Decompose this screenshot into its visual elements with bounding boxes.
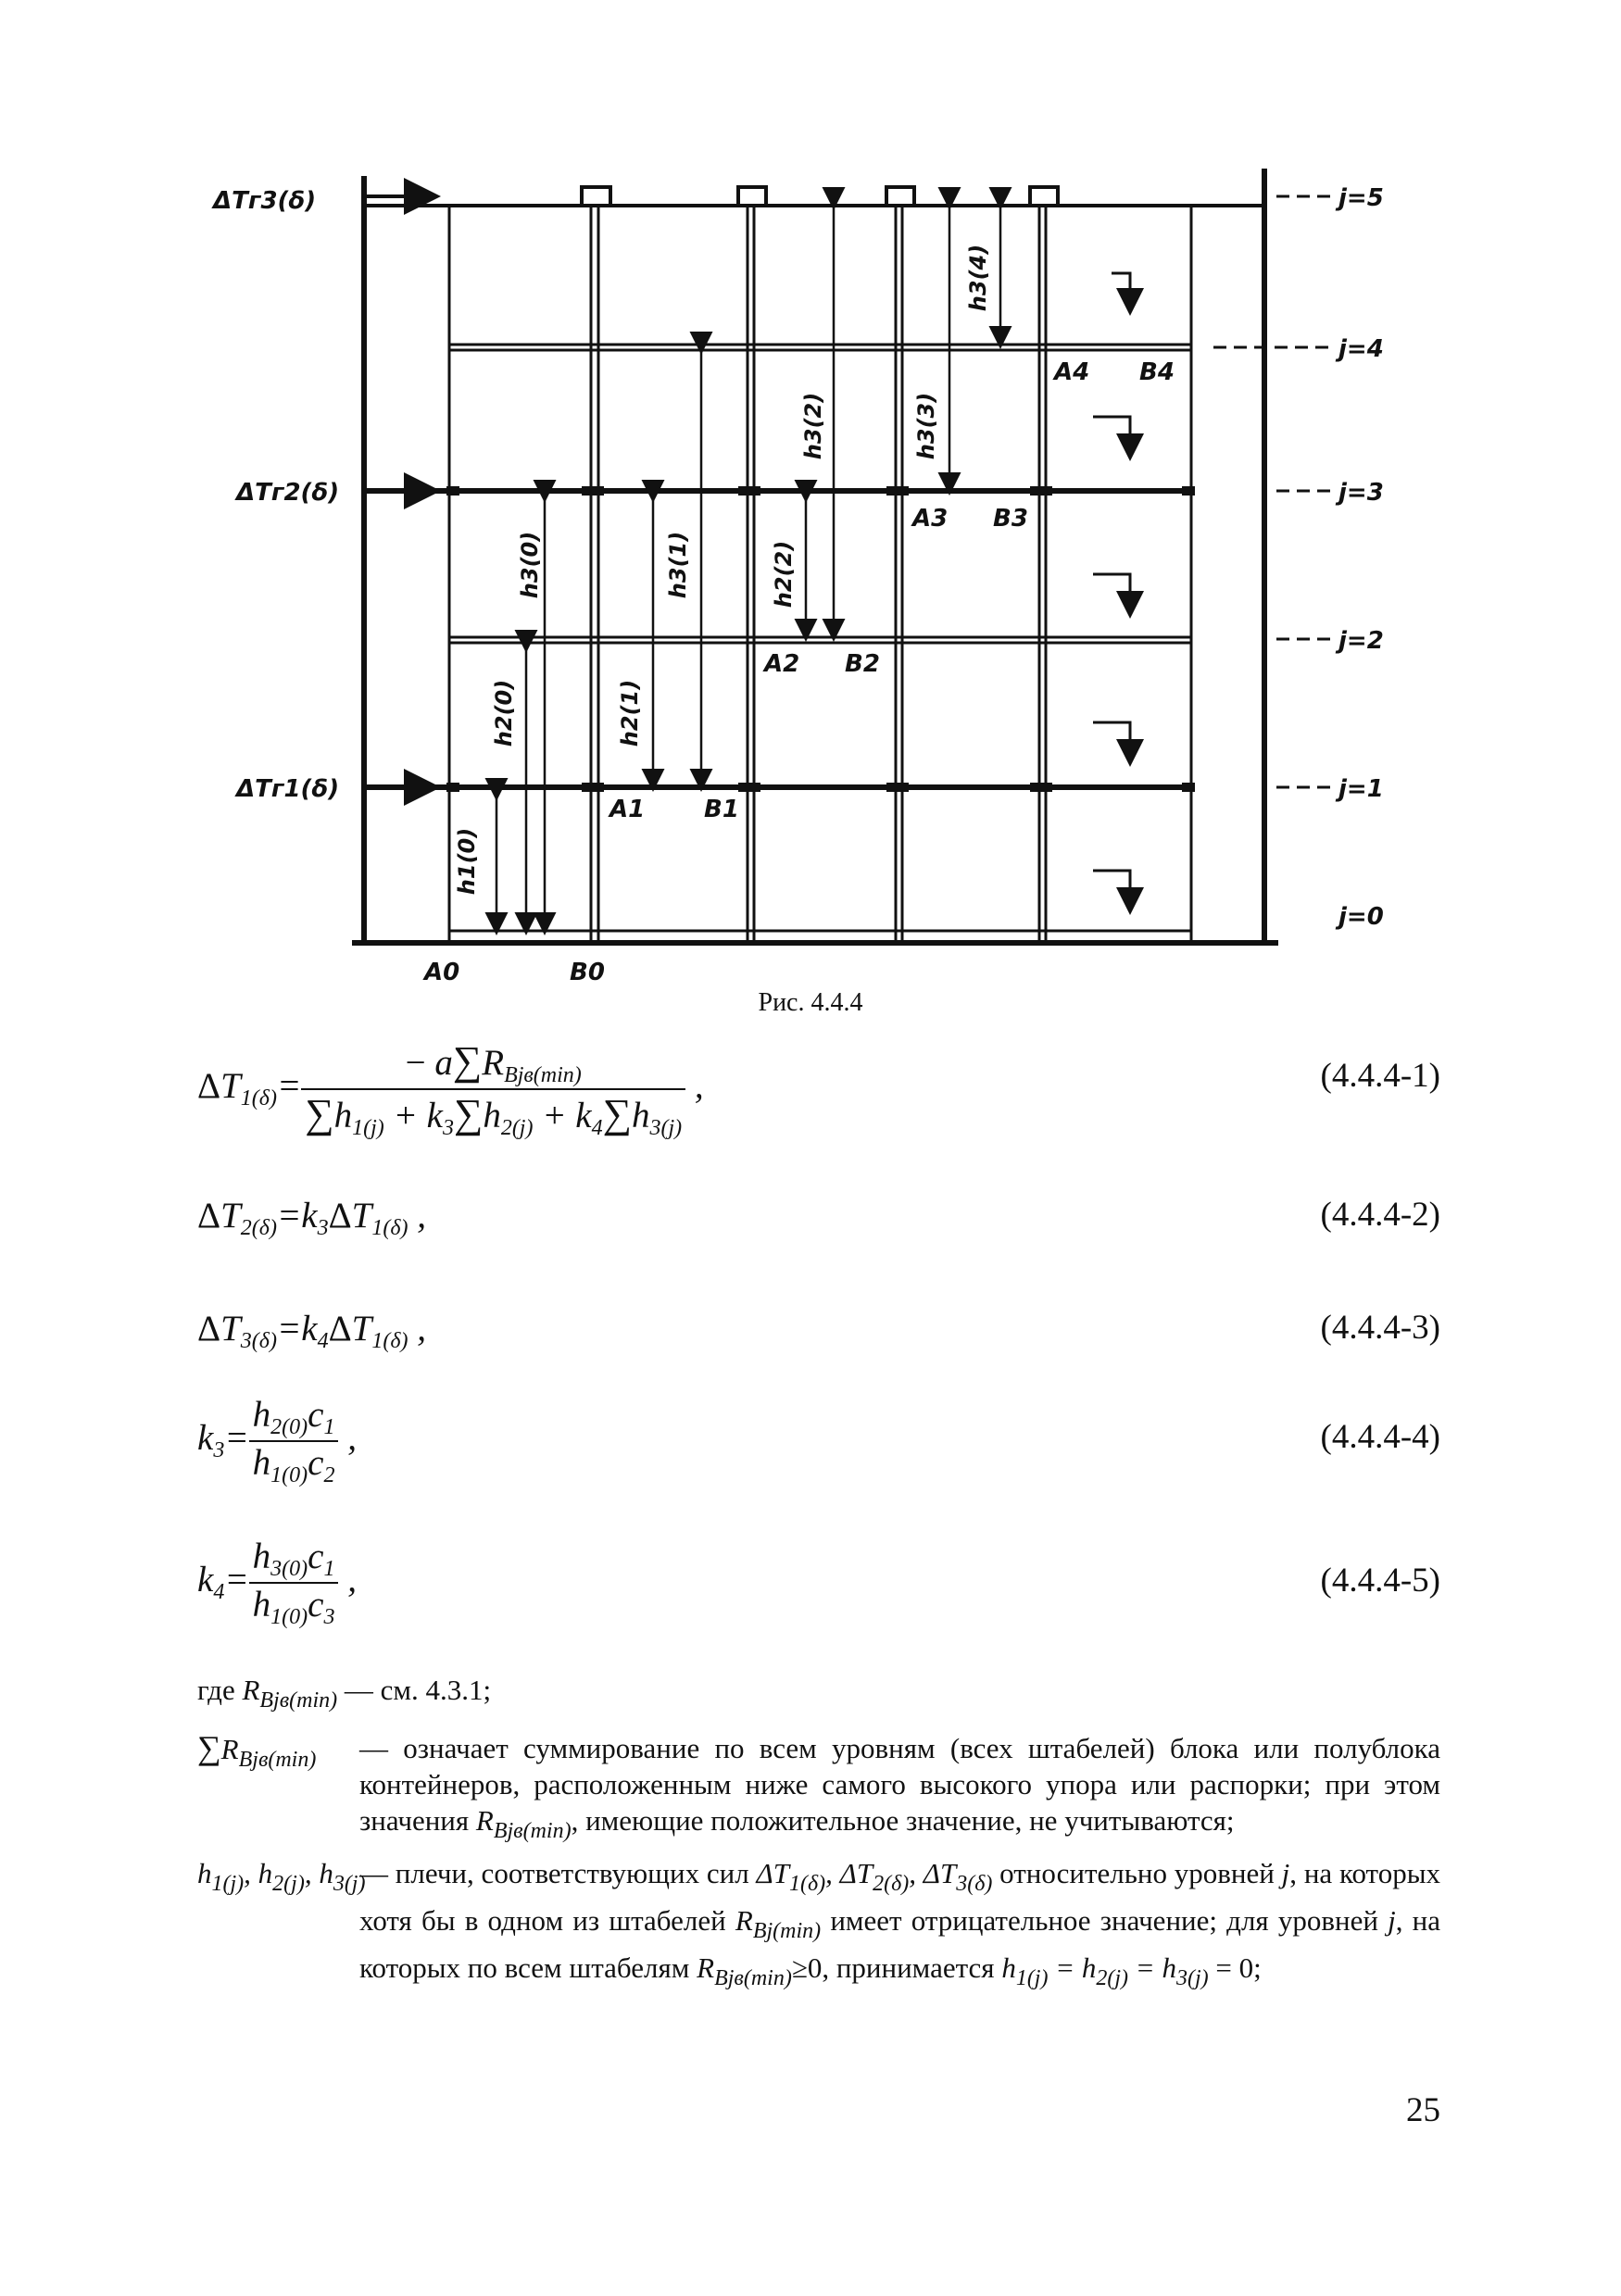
corner-arrow-icons (1093, 273, 1130, 910)
height-label-h3-1: h3(1) (665, 531, 691, 599)
figure-container-stack-diagram (185, 148, 1482, 1000)
equation-1: $\Delta T_{1(\delta)}=$ $\frac{- a\sum R_{Bjв(min)}}{\sum h_{1(j)} + k_3\sum h_{2(j)} + k_4\sum h_{3(j)}}$ , (197, 1038, 704, 1140)
height-label-h1-0: h1(0) (454, 827, 480, 896)
equation-3: $\Delta T_{3(\delta)}=k_4\Delta T_{1(\delta)}$ , (197, 1309, 427, 1353)
definition-3-text-a: — плечи, соответствующих сил (359, 1857, 749, 1889)
point-label-B4: B4 (1139, 358, 1175, 386)
definition-3-text-c: , на которых хотя бы в одном из штабелей (359, 1857, 1441, 1937)
definition-3-text-e: , на которых по всем штабелям (359, 1904, 1440, 1984)
equation-2: $\Delta T_{2(\delta)}=k_3\Delta T_{1(\delta)}$ , (197, 1196, 427, 1240)
point-label-B3: B3 (993, 505, 1028, 533)
height-label-h3-2: h3(2) (800, 392, 826, 460)
point-label-A0: A0 (424, 959, 460, 986)
point-label-A4: A4 (1054, 358, 1090, 386)
point-label-B0: B0 (570, 959, 605, 986)
page-number: 25 (1406, 2091, 1440, 2129)
height-label-h2-0: h2(0) (491, 679, 517, 747)
equation-number-5: (4.4.4-5) (1320, 1562, 1440, 1600)
definitions-block (197, 1672, 1440, 1997)
point-label-A1: A1 (609, 796, 646, 823)
height-label-h3-0: h3(0) (517, 531, 543, 599)
point-label-A3: A3 (912, 505, 949, 533)
level-label-j4: j=4 (1338, 335, 1384, 363)
definition-1-prefix: где (197, 1674, 235, 1706)
definition-3-text-d: имеет отрицательное значение; для уровней (830, 1904, 1378, 1937)
point-label-A2: A2 (764, 650, 800, 678)
equation-number-2: (4.4.4-2) (1320, 1196, 1440, 1234)
definition-2: $\sum R_{Bjв(min)}$ — означает суммирование по всем уровням (всех штабелей) блока или полублока контейнеров, расположенным ниже самого высокого упора или распорки; при этом значения $R_{Bjв(min)}$, имеющие положительное значение, не учитываются; (197, 1729, 1440, 1843)
level-label-j5: j=5 (1338, 184, 1384, 212)
definition-3-text-b: относительно уровней (999, 1857, 1275, 1889)
force-label-1: ΔTг1(δ) (236, 775, 340, 803)
point-label-B1: B1 (704, 796, 739, 823)
stack-diagram (185, 148, 1482, 1000)
height-label-h2-2: h2(2) (771, 540, 797, 609)
level-label-j2: j=2 (1338, 627, 1384, 655)
height-label-h3-3: h3(3) (913, 392, 939, 460)
equation-5: $k_4=$ $\frac{h_{3(0)}c_1}{h_{1(0)}c_3}$ , (197, 1537, 357, 1629)
point-label-B2: B2 (845, 650, 880, 678)
height-label-h2-1: h2(1) (617, 679, 643, 747)
level-label-j0: j=0 (1338, 903, 1384, 931)
force-label-2: ΔTг2(δ) (236, 479, 340, 507)
force-label-3: ΔTг3(δ) (213, 187, 317, 215)
equation-number-3: (4.4.4-3) (1320, 1309, 1440, 1347)
definition-2-text-a: — означает суммирование по всем уровням (всех штабелей) блока или полублока контейнеров, расположенным ниже самого высокого упора или распорки; при этом значения (359, 1732, 1440, 1837)
equation-4: $k_3=$ $\frac{h_{2(0)}c_1}{h_{1(0)}c_2}$ , (197, 1395, 357, 1487)
definition-2-text-b: , имеющие положительное значение, не учитываются; (571, 1804, 1235, 1837)
definition-1-text: — см. 4.3.1; (344, 1674, 492, 1706)
container-grid (449, 206, 1191, 943)
level-label-j3: j=3 (1338, 479, 1384, 507)
level-label-j1: j=1 (1338, 775, 1384, 803)
definition-1: где $R_{Bjв(min)}$ — см. 4.3.1; (197, 1674, 492, 1713)
figure-caption: Рис. 4.4.4 (758, 988, 863, 1017)
equation-number-4: (4.4.4-4) (1320, 1418, 1440, 1456)
definition-3: $h_{1(j)}$, $h_{2(j)}$, $h_{3(j)}$ — плечи, соответствующих сил $\Delta T_{1(\delta)}$, $\Delta T_{2(\delta)}$, $\Delta T_{3(\delta)}$ относительно уровней j, на которых хотя бы в одном из штабелей $R_{Bj(min)}$ имеет отрицательное значение; для уровней j, на которых по всем штабелям $R_{Bjв(min)}\ge 0$, принимается $h_{1(j)} = h_{2(j)} = h_{3(j)} = 0$; (197, 1857, 1441, 1990)
height-label-h3-4: h3(4) (965, 244, 991, 312)
definition-3-text-f: ≥0, принимается (791, 1951, 995, 1984)
equation-number-1: (4.4.4-1) (1320, 1057, 1440, 1095)
